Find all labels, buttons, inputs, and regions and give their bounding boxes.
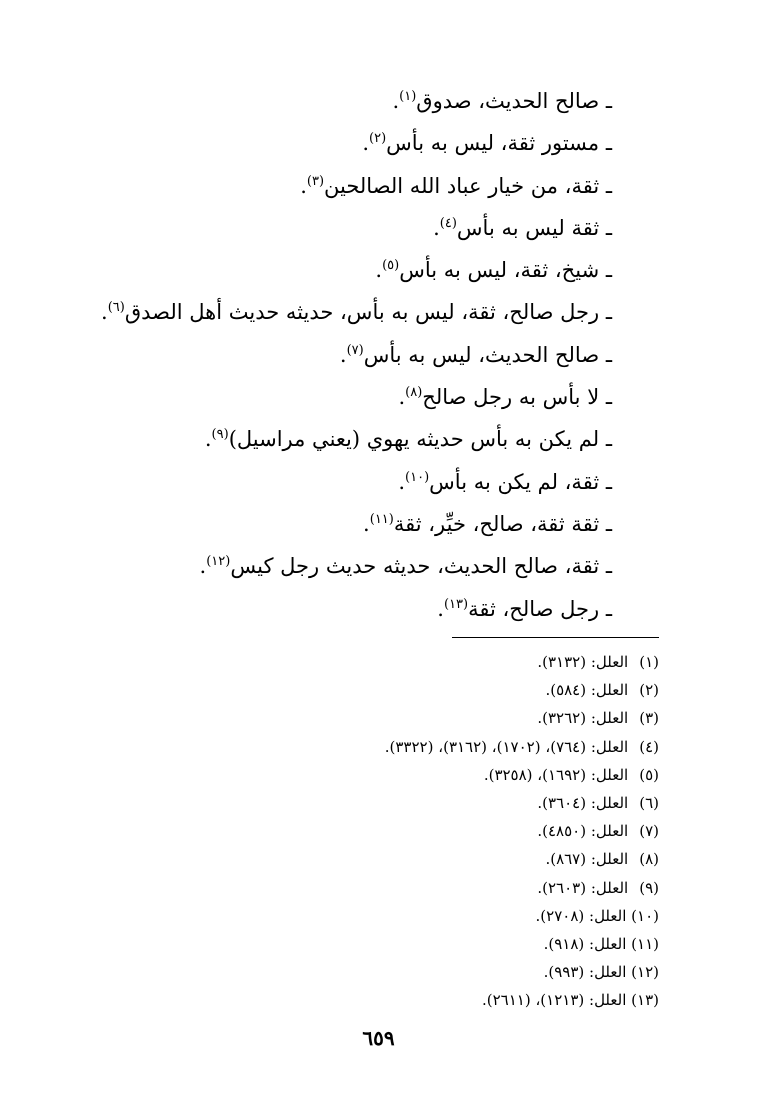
footnote-number: (٥) <box>639 765 659 784</box>
entry-text: ـ رجل صالح، ثقة، ليس به بأس، حديثه حديث أهل الصدق <box>124 300 612 325</box>
footnote <box>199 704 659 732</box>
entry-line <box>92 545 612 587</box>
footnote-number: (٧) <box>639 822 659 841</box>
entry-text: ـ صالح الحديث، صدوق <box>416 89 612 113</box>
entry-end: . <box>363 511 370 536</box>
footnote <box>199 733 659 761</box>
entry-line <box>92 122 612 164</box>
footnote-text: العلل: (٢٦٠٣). <box>537 878 629 897</box>
footnote-text: العلل: (٨٦٧). <box>545 850 629 869</box>
footnote <box>199 986 659 1014</box>
footnote-number: (١) <box>639 653 659 671</box>
entry-end: . <box>398 469 406 494</box>
entry-text: ـ رجل صالح، ثقة <box>468 596 612 621</box>
footnote-number: (٢) <box>639 681 659 700</box>
entry-text: ـ ثقة، صالح الحديث، حديثه حديث رجل كيس <box>230 554 612 579</box>
footnote-text: العلل: (٢٧٠٨). <box>535 906 627 925</box>
footnote-ref: (٣) <box>306 173 325 189</box>
footnote-ref: (٥) <box>382 258 400 274</box>
entry-text: ـ مستور ثقة، ليس به بأس <box>386 131 612 156</box>
footnote-number: (٤) <box>639 737 659 756</box>
entry-end: . <box>362 131 370 156</box>
entry-end: . <box>437 596 444 621</box>
footnote-text: العلل: (٩١٨). <box>543 934 627 953</box>
entry-line <box>92 418 612 460</box>
footnote-ref: (١) <box>399 89 417 104</box>
entry-line <box>92 165 612 207</box>
entry-line <box>92 503 612 545</box>
entry-end: . <box>199 554 207 579</box>
entry-text: ـ صالح الحديث، ليس به بأس <box>363 342 612 367</box>
footnote <box>199 930 659 958</box>
footnote-text: العلل: (٩٩٣). <box>543 963 627 982</box>
narrator-entries-list <box>92 80 612 630</box>
footnote <box>199 789 659 817</box>
footnote-text: العلل: (٣٦٠٤). <box>537 793 629 812</box>
footnote-ref: (١٢) <box>206 554 231 570</box>
footnote <box>199 874 659 902</box>
footnote-text: العلل: (٤٨٥٠). <box>537 822 629 841</box>
footnote <box>199 648 659 676</box>
entry-text: ـ ثقة، من خيار عباد الله الصالحين <box>324 173 612 198</box>
footnote-ref: (٨) <box>405 385 423 401</box>
footnote-number: (١٠) <box>631 906 659 925</box>
footnote-number: (٦) <box>639 793 659 812</box>
footnote-separator <box>452 637 659 638</box>
footnote <box>199 817 659 845</box>
entry-line <box>92 588 612 630</box>
entry-line <box>92 376 612 418</box>
footnote-number: (١٣) <box>631 991 659 1010</box>
footnote <box>199 676 659 704</box>
entry-line <box>92 334 612 376</box>
entry-text: ـ ثقة ليس به بأس <box>456 215 612 240</box>
footnote-number: (٩) <box>639 878 659 897</box>
entry-text: ـ ثقة ثقة، صالح، خيِّر، ثقة <box>393 511 612 536</box>
entry-end: . <box>375 258 383 283</box>
footnote-number: (٨) <box>639 850 659 869</box>
entry-end: . <box>398 385 406 410</box>
footnote-text: العلل: (٧٦٤)، (١٧٠٢)، (٣١٦٢)، (٣٣٢٢). <box>384 737 629 756</box>
entry-line <box>92 249 612 291</box>
footnote-text: العلل: (١٦٩٢)، (٣٢٥٨). <box>483 765 629 784</box>
page-number: ٦٥٩ <box>362 1026 395 1050</box>
entry-end: . <box>433 215 440 240</box>
entry-end: . <box>204 427 212 452</box>
footnote <box>199 845 659 873</box>
entry-text: ـ لا بأس به رجل صالح <box>422 385 612 410</box>
footnote-text: العلل: (٣٢٦٢). <box>537 709 629 728</box>
entry-line <box>92 207 612 249</box>
footnote-ref: (٩) <box>211 427 229 443</box>
footnote-text: العلل: (٥٨٤). <box>545 681 629 700</box>
footnote-number: (١٢) <box>631 963 659 982</box>
footnote-ref: (١٠) <box>405 469 430 485</box>
entry-line <box>92 461 612 503</box>
entry-line <box>92 291 612 333</box>
entry-end: . <box>392 89 400 113</box>
footnote-ref: (٤) <box>439 215 457 231</box>
entry-end: . <box>300 173 307 198</box>
footnote-ref: (٧) <box>346 342 364 358</box>
entry-text: ـ ثقة، لم يكن به بأس <box>429 469 612 494</box>
entry-text: ـ لم يكن به بأس حديثه يهوي (يعني مراسيل) <box>228 427 612 452</box>
footnote-text: العلل: (١٢١٣)، (٢٦١١). <box>481 991 627 1010</box>
entry-end: . <box>339 342 347 367</box>
footnote <box>199 761 659 789</box>
entry-text: ـ شيخ، ثقة، ليس به بأس <box>399 258 612 283</box>
entry-end: . <box>101 300 108 325</box>
footnote-ref: (٦) <box>107 300 125 316</box>
footnote <box>199 902 659 930</box>
footnote-text: العلل: (٣١٣٢). <box>537 653 629 671</box>
entry-line <box>92 80 612 122</box>
footnotes-list <box>199 648 659 1014</box>
footnote-number: (١١) <box>631 934 659 953</box>
footnote <box>199 958 659 986</box>
footnote-ref: (١٣) <box>443 596 469 612</box>
footnote-number: (٣) <box>639 709 659 728</box>
footnote-ref: (٢) <box>369 131 387 147</box>
footnote-ref: (١١) <box>369 511 394 527</box>
